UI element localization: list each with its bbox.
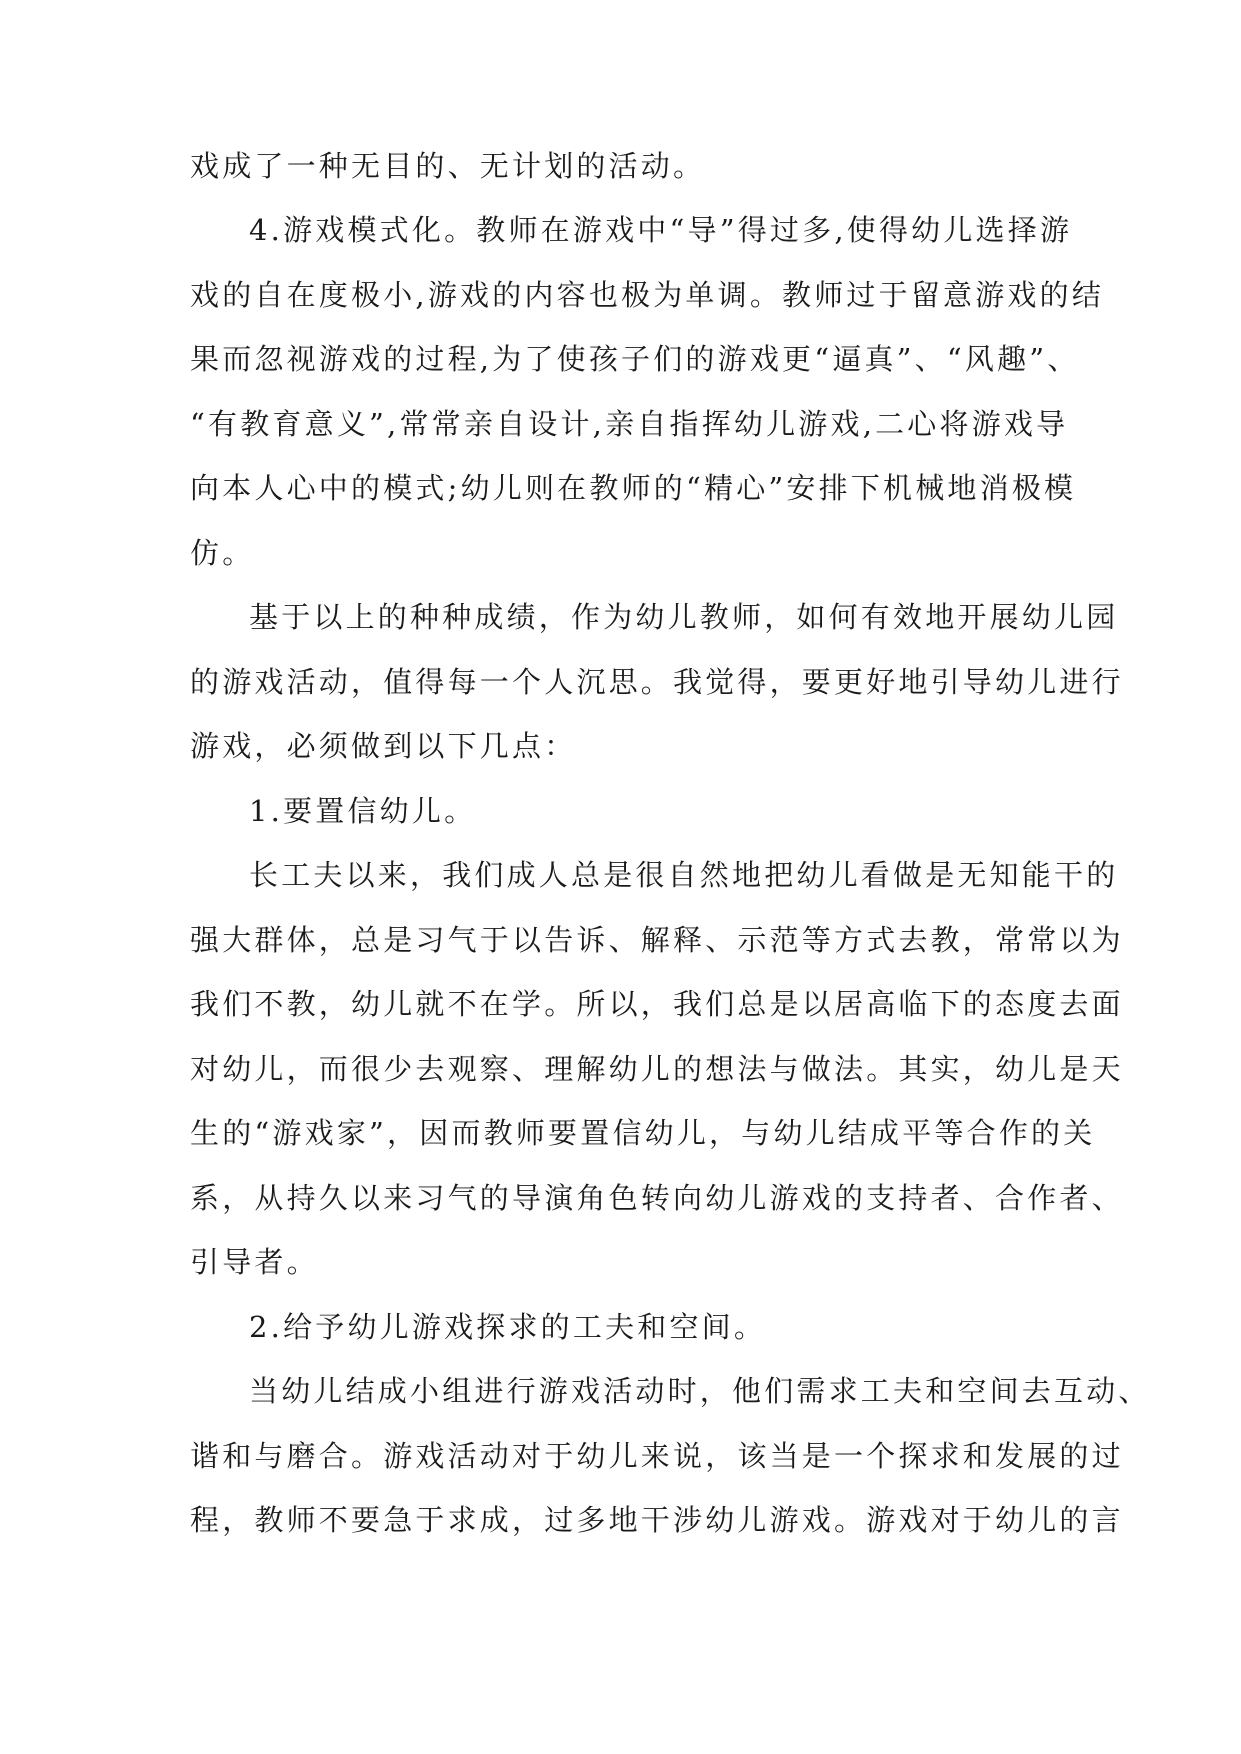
paragraph-line: 生的“游戏家”，因而教师要置信幼儿，与幼儿结成平等合作的关: [190, 1116, 1096, 1150]
paragraph-line: 戏的自在度极小,游戏的内容也极为单调。教师过于留意游戏的结: [190, 278, 1105, 312]
paragraph-line: 4.游戏模式化。教师在游戏中“导”得过多,使得幼儿选择游: [249, 213, 1073, 247]
paragraph-line: 引导者。: [190, 1245, 319, 1279]
paragraph-line: 程，教师不要急于求成，过多地干涉幼儿游戏。游戏对于幼儿的言: [190, 1503, 1124, 1537]
paragraph-line: 强大群体，总是习气于以告诉、解释、示范等方式去教，常常以为: [190, 923, 1124, 957]
paragraph-line: 我们不教，幼儿就不在学。所以，我们总是以居高临下的态度去面: [190, 987, 1124, 1021]
paragraph-line: 仿。: [190, 536, 255, 570]
paragraph-line: 向本人心中的模式;幼儿则在教师的“精心”安排下机械地消极模: [190, 471, 1077, 505]
section-heading: 1.要置信幼儿。: [249, 794, 477, 828]
paragraph-line: 游戏，必须做到以下几点：: [190, 729, 577, 763]
paragraph-line: “有教育意义”,常常亲自设计,亲自指挥幼儿游戏,二心将游戏导: [190, 407, 1069, 441]
paragraph-line: 的游戏活动，值得每一个人沉思。我觉得，要更好地引导幼儿进行: [190, 665, 1124, 699]
paragraph-line: 戏成了一种无目的、无计划的活动。: [190, 149, 706, 183]
paragraph-line: 基于以上的种种成绩，作为幼儿教师，如何有效地开展幼儿园: [249, 600, 1119, 634]
paragraph-line: 谐和与磨合。游戏活动对于幼儿来说，该当是一个探求和发展的过: [190, 1439, 1124, 1473]
section-heading: 2.给予幼儿游戏探求的工夫和空间。: [249, 1310, 767, 1344]
paragraph-line: 对幼儿，而很少去观察、理解幼儿的想法与做法。其实，幼儿是天: [190, 1052, 1124, 1086]
paragraph-line: 果而忽视游戏的过程,为了使孩子们的游戏更“逼真”、“风趣”、: [190, 342, 1080, 376]
paragraph-line: 长工夫以来，我们成人总是很自然地把幼儿看做是无知能干的: [249, 858, 1119, 892]
paragraph-line: 系，从持久以来习气的导演角色转向幼儿游戏的支持者、合作者、: [190, 1181, 1124, 1215]
paragraph-line: 当幼儿结成小组进行游戏活动时，他们需求工夫和空间去互动、: [249, 1374, 1151, 1408]
